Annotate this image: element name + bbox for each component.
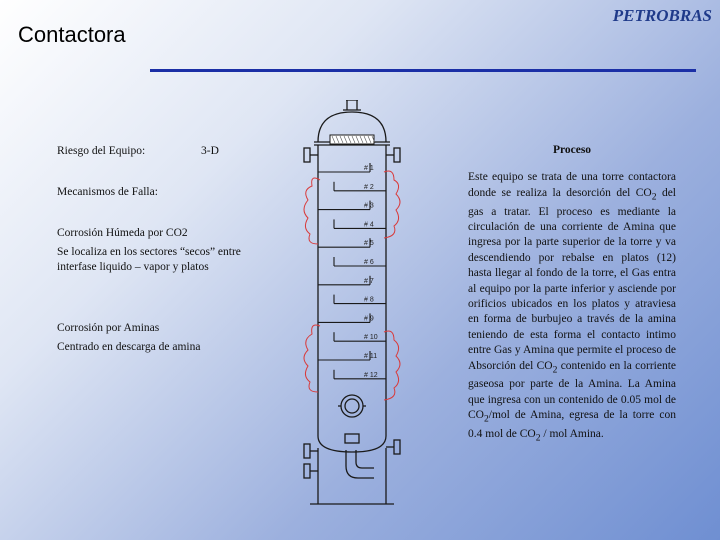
risk-row: [57, 144, 247, 159]
contactor-tower-diagram: [296, 100, 408, 520]
tray-label: # 1: [364, 165, 374, 172]
failure-info-panel: [57, 144, 247, 355]
process-panel: [468, 143, 676, 446]
amine-corrosion-desc: Centrado en descarga de amina: [57, 341, 201, 353]
risk-label: Riesgo del Equipo:: [57, 145, 146, 157]
process-title: Proceso: [552, 144, 592, 156]
tray-label: # 11: [364, 353, 378, 360]
process-sub-1: 2: [651, 191, 657, 203]
failure-mechanisms-label: Mecanismos de Falla:: [57, 186, 158, 198]
tray-label: # 10: [364, 334, 378, 342]
tower-shell: [304, 100, 400, 504]
process-sub-2: 2: [552, 363, 558, 375]
process-text-4: /mol de Amina, egresa de la torre con 0.4 mol de CO: [468, 409, 676, 440]
tray-label: # 8: [364, 296, 374, 304]
title-underline: [150, 69, 696, 72]
tray-label: # 2: [364, 183, 374, 191]
tray-label: # 6: [364, 259, 374, 266]
co2-corrosion-title: Corrosión Húmeda por CO2: [57, 227, 188, 239]
brand-logo-text: PETROBRAS: [612, 6, 712, 25]
co2-corrosion-desc: Se localiza en los sectores “secos” entre interfase liquido – vapor y platos: [57, 246, 241, 273]
tray-label: # 4: [364, 221, 374, 229]
risk-value: 3-D: [201, 145, 219, 157]
amine-corrosion-title: Corrosión por Aminas: [57, 322, 160, 334]
tray-label: # 9: [364, 315, 374, 323]
process-sub-4: 2: [535, 432, 541, 444]
tray-label: # 5: [364, 240, 374, 248]
process-text-2: del gas a tratar. El proceso es mediante la circulación de una corriente de Amina que ingresa por la parte superior de la torre y va descendiendo por rebalse en platos (12) hasta llegar al fondo de la torre, el Gas entra al equipo por la parte inferior y asciende por orificios ubicados en los platos y atraviesa en forma de burbujeo a través de la amina teniendo de esta forma el contacto intimo entre Gas y Amina que permite el proceso de Absorción del CO: [468, 186, 676, 372]
tray-label: # 7: [364, 277, 374, 285]
process-sub-3: 2: [483, 413, 489, 425]
process-text-3: contenido en la corriente gaseosa por parte de la Amina. La Amina que ingresa con un contenido de 0.05 mol de CO: [468, 359, 676, 422]
tray-label: # 12: [364, 371, 378, 379]
process-text-5: / mol Amina.: [540, 427, 604, 440]
tray-label-group: [364, 165, 378, 379]
tray-label: # 3: [364, 202, 374, 210]
page-title: Contactora: [18, 22, 126, 47]
process-description: [468, 170, 676, 445]
tray-group: [318, 163, 386, 379]
process-text-1: Este equipo se trata de una torre contactora donde se realiza la desorción del CO: [468, 171, 676, 199]
